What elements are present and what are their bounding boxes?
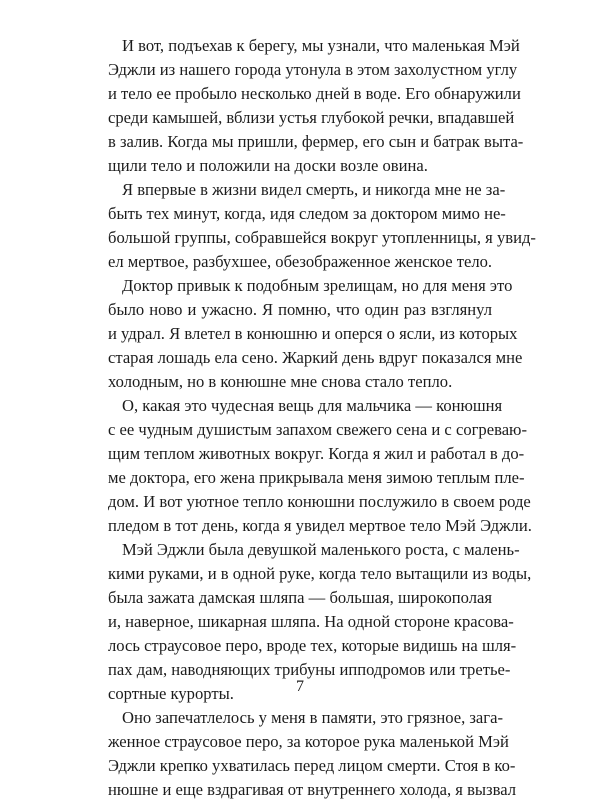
text-line: щили тело и положили на доски возле овина.: [108, 156, 428, 175]
page-number: 7: [296, 678, 304, 695]
text-line: кими руками, и в одной руке, когда тело вытащили из воды,: [108, 564, 532, 583]
text-line: большой группы, собравшейся вокруг утопленницы, я увид-: [108, 228, 536, 247]
paragraph: [108, 34, 524, 178]
text-line: сортные курорты.: [108, 684, 234, 703]
text-line: пледом в тот день, когда я увидел мертвое тело Мэй Эджли.: [108, 516, 532, 535]
text-line: лось страусовое перо, вроде тех, которые видишь на шля-: [108, 636, 517, 655]
text-line: О, какая это чудесная вещь для мальчика — конюшня: [122, 396, 503, 415]
paragraph: [108, 274, 523, 394]
text-line: Эджли крепко ухватилась перед лицом смерти. Стоя в ко-: [108, 756, 516, 775]
text-line: щим теплом животных вокруг. Когда я жил и работал в до-: [108, 444, 525, 463]
text-line: была зажата дамская шляпа — большая, широкополая: [108, 588, 492, 607]
paragraph: [108, 394, 532, 538]
text-line: старая лошадь ела сено. Жаркий день вдруг показался мне: [108, 348, 523, 367]
text-line: и удрал. Я влетел в конюшню и оперся о ясли, из которых: [108, 324, 518, 343]
text-line: и, наверное, шикарная шляпа. На одной стороне красова-: [108, 612, 514, 631]
text-line: Мэй Эджли была девушкой маленького роста, с малень-: [122, 540, 520, 559]
text-line: в залив. Когда мы пришли, фермер, его сын и батрак выта-: [108, 132, 524, 151]
text-line: и тело ее пробыло несколько дней в воде. Его обнаружили: [108, 84, 521, 103]
text-line: нюшне и еще вздрагивая от внутреннего холода, я вызвал: [108, 780, 517, 799]
text-line: ел мертвое, разбухшее, обезображенное женское тело.: [108, 252, 493, 271]
text-line: Доктор привык к подобным зрелищам, но для меня это: [122, 276, 513, 295]
text-line: быть тех минут, когда, идя следом за доктором мимо не-: [108, 204, 506, 223]
text-line: холодным, но в конюшне мне снова стало тепло.: [108, 372, 453, 391]
text-line: Эджли из нашего города утонула в этом захолустном углу: [108, 60, 518, 79]
text-line: ме доктора, его жена прикрывала меня зимою теплым пле-: [108, 468, 525, 487]
text-line: женное страусовое перо, за которое рука маленькой Мэй: [108, 732, 509, 751]
text-line: И вот, подъехав к берегу, мы узнали, что маленькая Мэй: [122, 36, 520, 55]
paragraph: [108, 178, 536, 274]
text-line: с ее чудным душистым запахом свежего сена и с согреваю-: [108, 420, 527, 439]
text-line: дом. И вот уютное тепло конюшни послужило в своем роде: [108, 492, 531, 511]
text-line: было ново и ужасно. Я помню, что один раз взглянул: [108, 300, 492, 319]
paragraph: [108, 706, 517, 802]
text-line: Оно запечатлелось у меня в памяти, это грязное, зага-: [122, 708, 503, 727]
text-line: среди камышей, вблизи устья глубокой речки, впадавшей: [108, 108, 515, 127]
text-line: Я впервые в жизни видел смерть, и никогда мне не за-: [122, 180, 506, 199]
text-line: пах дам, наводняющих трибуны ипподромов или третье-: [108, 660, 511, 679]
